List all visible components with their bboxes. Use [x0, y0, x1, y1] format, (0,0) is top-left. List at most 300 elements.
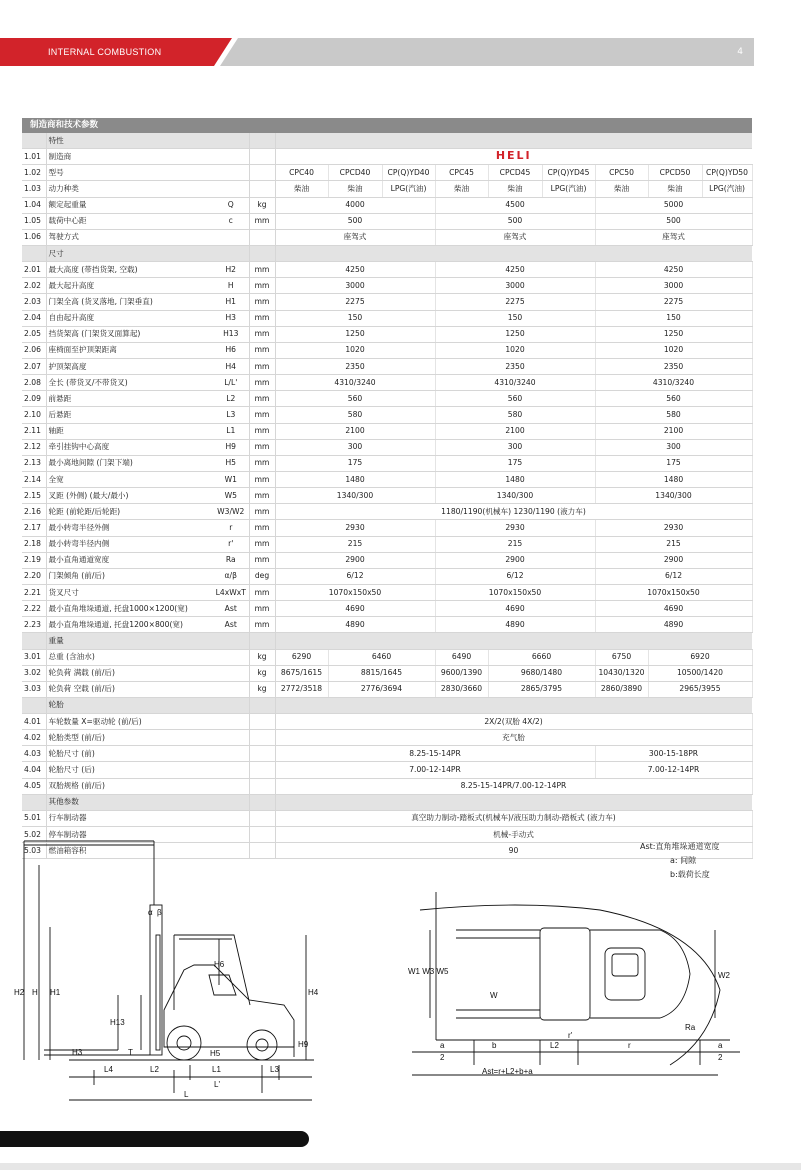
row-symbol: r [213, 520, 249, 536]
diagram-legend [640, 840, 719, 882]
row-label: 自由起升高度 [46, 310, 213, 326]
value-cell: 2350 [275, 358, 435, 374]
legend-b: b:载荷长度 [670, 870, 710, 879]
row-number: 4.05 [22, 778, 46, 794]
value-cell: 1480 [275, 471, 435, 487]
value-cell: 柴油 [648, 181, 702, 197]
value-cell: 6/12 [595, 568, 752, 584]
row-symbol: Ast [213, 601, 249, 617]
label-ra: Ra [685, 1023, 696, 1032]
row-label: 挡货架高 (门架货叉面算起) [46, 326, 213, 342]
value-cell: 500 [435, 213, 595, 229]
spec-row [22, 375, 752, 391]
value-cell: 8.25-15-14PR/7.00-12-14PR [275, 778, 752, 794]
row-unit: mm [249, 617, 275, 633]
value-cell: 6/12 [435, 568, 595, 584]
label-h: H [32, 988, 38, 997]
value-cell: 柴油 [435, 181, 488, 197]
value-cell: 4310/3240 [275, 375, 435, 391]
value-cell: 1020 [275, 342, 435, 358]
row-unit: mm [249, 326, 275, 342]
row-number: 4.01 [22, 714, 46, 730]
row-label: 总重 (含油水) [46, 649, 213, 665]
row-number: 3.02 [22, 665, 46, 681]
row-number: 3.03 [22, 681, 46, 697]
label-h4: H4 [308, 988, 319, 997]
row-symbol: L/L' [213, 375, 249, 391]
label-h5: H5 [210, 1049, 221, 1058]
spec-table [22, 133, 753, 859]
spec-row [22, 310, 752, 326]
row-symbol [213, 665, 249, 681]
value-cell: 柴油 [275, 181, 328, 197]
value-cell: 1480 [595, 471, 752, 487]
row-label: 全宽 [46, 471, 213, 487]
row-number: 4.04 [22, 762, 46, 778]
value-cell: 7.00-12-14PR [275, 762, 595, 778]
spec-row [22, 584, 752, 600]
row-number: 2.02 [22, 278, 46, 294]
value-cell: 150 [435, 310, 595, 326]
spec-row [22, 649, 752, 665]
spec-row [22, 568, 752, 584]
section-row [22, 245, 752, 261]
value-cell: 1020 [595, 342, 752, 358]
value-cell: 150 [595, 310, 752, 326]
value-cell: 215 [275, 536, 435, 552]
row-number: 2.14 [22, 471, 46, 487]
spec-row [22, 391, 752, 407]
row-label: 制造商 [46, 149, 213, 165]
label-two-left: 2 [440, 1053, 445, 1062]
value-cell: 柴油 [488, 181, 542, 197]
value-cell: LPG(汽油) [702, 181, 752, 197]
label-h9: H9 [298, 1040, 309, 1049]
row-symbol [213, 714, 249, 730]
value-cell: 6660 [488, 649, 595, 665]
section-row [22, 633, 752, 649]
row-number [22, 697, 46, 713]
label-h1: H1 [50, 988, 61, 997]
spec-row [22, 746, 752, 762]
row-symbol: Ast [213, 617, 249, 633]
row-number: 1.02 [22, 165, 46, 181]
value-cell: 1070x150x50 [275, 584, 435, 600]
spec-row [22, 407, 752, 423]
value-cell: 4500 [435, 197, 595, 213]
row-number: 2.11 [22, 423, 46, 439]
row-label: 叉距 (外侧) (最大/最小) [46, 488, 213, 504]
row-label: 车轮数量 X=驱动轮 (前/后) [46, 714, 213, 730]
row-symbol: H9 [213, 439, 249, 455]
legend-ast: Ast:直角堆垛通道宽度 [640, 842, 720, 851]
spec-row [22, 762, 752, 778]
page-number: 4 [737, 47, 743, 57]
value-cell: 2275 [435, 294, 595, 310]
row-unit: mm [249, 504, 275, 520]
spec-row [22, 294, 752, 310]
row-number: 1.01 [22, 149, 46, 165]
row-label: 最大高度 (带挡货架, 空载) [46, 262, 213, 278]
row-symbol [213, 181, 249, 197]
value-cell: CPCD50 [648, 165, 702, 181]
value-cell: 真空助力制动-踏板式(机械车)/液压助力制动-踏板式 (液力车) [275, 810, 752, 826]
row-number: 5.02 [22, 827, 46, 843]
value-cell: 6920 [648, 649, 752, 665]
row-number: 2.04 [22, 310, 46, 326]
spec-row [22, 730, 752, 746]
value-cell: 1020 [435, 342, 595, 358]
label-a-left: a [440, 1041, 445, 1050]
value-cell: 10500/1420 [648, 665, 752, 681]
value-cell: 560 [275, 391, 435, 407]
row-unit: mm [249, 407, 275, 423]
value-cell: 2350 [595, 358, 752, 374]
row-label: 燃油箱容积 [46, 843, 213, 859]
row-number: 2.06 [22, 342, 46, 358]
row-symbol [213, 746, 249, 762]
label-w2: W2 [718, 971, 730, 980]
spec-row [22, 262, 752, 278]
row-number: 2.15 [22, 488, 46, 504]
value-cell: CPC50 [595, 165, 648, 181]
row-label: 轮负荷 满载 (前/后) [46, 665, 213, 681]
value-cell: 6/12 [275, 568, 435, 584]
spec-row [22, 455, 752, 471]
row-number: 2.03 [22, 294, 46, 310]
value-cell: 8675/1615 [275, 665, 328, 681]
value-cell: 座驾式 [275, 229, 435, 245]
value-cell: 580 [275, 407, 435, 423]
row-label: 额定起重量 [46, 197, 213, 213]
value-cell: 90 [275, 843, 752, 859]
value-cell: 300-15-18PR [595, 746, 752, 762]
row-label: 门架全高 (货叉落地, 门架垂直) [46, 294, 213, 310]
value-cell: 座驾式 [595, 229, 752, 245]
spec-row [22, 342, 752, 358]
label-l-prime: L' [214, 1080, 220, 1089]
spec-row [22, 552, 752, 568]
value-cell: 1340/300 [435, 488, 595, 504]
row-unit: mm [249, 488, 275, 504]
row-unit: mm [249, 601, 275, 617]
row-unit: mm [249, 391, 275, 407]
row-number [22, 133, 46, 149]
row-number: 2.23 [22, 617, 46, 633]
spec-row [22, 181, 752, 197]
row-unit: mm [249, 375, 275, 391]
value-cell: 充气胎 [275, 730, 752, 746]
row-symbol: H5 [213, 455, 249, 471]
footer-bar [0, 1131, 309, 1147]
value-cell: 10430/1320 [595, 665, 648, 681]
row-unit: kg [249, 197, 275, 213]
row-symbol: W5 [213, 488, 249, 504]
row-symbol: H2 [213, 262, 249, 278]
row-unit: mm [249, 471, 275, 487]
row-label: 行车制动器 [46, 810, 213, 826]
value-cell: 8815/1645 [328, 665, 435, 681]
row-label: 轮胎类型 (前/后) [46, 730, 213, 746]
label-l4: L4 [104, 1065, 113, 1074]
row-number: 2.05 [22, 326, 46, 342]
label-b: b [492, 1041, 497, 1050]
header-title: INTERNAL COMBUSTION [48, 47, 162, 57]
row-label: 轮胎尺寸 (后) [46, 762, 213, 778]
spec-row [22, 601, 752, 617]
row-symbol: r' [213, 536, 249, 552]
row-unit [249, 730, 275, 746]
header-grey-band [220, 38, 754, 66]
spec-row [22, 681, 752, 697]
row-number [22, 245, 46, 261]
spec-row [22, 439, 752, 455]
value-cell: 150 [275, 310, 435, 326]
row-unit: kg [249, 681, 275, 697]
label-h13: H13 [110, 1018, 125, 1027]
value-cell: 2930 [275, 520, 435, 536]
section-label: 尺寸 [46, 245, 213, 261]
legend-a: a: 间隙 [670, 856, 697, 865]
side-view-diagram [14, 835, 344, 1105]
spec-row [22, 358, 752, 374]
row-unit [249, 778, 275, 794]
top-view-diagram [400, 890, 760, 1090]
section-row [22, 697, 752, 713]
row-label: 最小直角通道宽度 [46, 552, 213, 568]
section-label: 特性 [46, 133, 213, 149]
label-a-right: a [718, 1041, 723, 1050]
row-label: 最小离地间隙 (门架下端) [46, 455, 213, 471]
value-cell: 2865/3795 [488, 681, 595, 697]
row-number: 2.09 [22, 391, 46, 407]
value-cell: 6750 [595, 649, 648, 665]
row-label: 最小转弯半径内侧 [46, 536, 213, 552]
label-w: W [490, 991, 498, 1000]
row-unit [249, 714, 275, 730]
row-unit: mm [249, 262, 275, 278]
value-cell: 2930 [595, 520, 752, 536]
row-unit [249, 810, 275, 826]
value-cell: 4890 [595, 617, 752, 633]
row-number: 1.06 [22, 229, 46, 245]
value-cell: 1070x150x50 [595, 584, 752, 600]
row-symbol [213, 681, 249, 697]
value-cell: 300 [275, 439, 435, 455]
row-label: 前悬距 [46, 391, 213, 407]
row-label: 货叉尺寸 [46, 584, 213, 600]
value-cell: 1250 [275, 326, 435, 342]
row-unit [249, 229, 275, 245]
spec-row [22, 536, 752, 552]
row-unit: mm [249, 278, 275, 294]
label-l3: L3 [270, 1065, 279, 1074]
row-label: 动力种类 [46, 181, 213, 197]
value-cell: 500 [595, 213, 752, 229]
row-symbol: L3 [213, 407, 249, 423]
value-cell: 4310/3240 [595, 375, 752, 391]
value-cell: 4890 [275, 617, 435, 633]
row-label: 最小转弯半径外侧 [46, 520, 213, 536]
value-cell: 8.25-15-14PR [275, 746, 595, 762]
row-symbol: L4xWxT [213, 584, 249, 600]
row-unit: mm [249, 439, 275, 455]
row-label: 护顶架高度 [46, 358, 213, 374]
label-r: r [628, 1041, 631, 1050]
row-label: 轮负荷 空载 (前/后) [46, 681, 213, 697]
value-cell: 4690 [435, 601, 595, 617]
row-number: 1.03 [22, 181, 46, 197]
row-number: 1.04 [22, 197, 46, 213]
row-number: 2.08 [22, 375, 46, 391]
row-unit: mm [249, 358, 275, 374]
value-cell: 1250 [435, 326, 595, 342]
row-number [22, 633, 46, 649]
row-label: 牵引挂钩中心高度 [46, 439, 213, 455]
value-cell: 6290 [275, 649, 328, 665]
value-cell: CPCD45 [488, 165, 542, 181]
value-cell: 3000 [275, 278, 435, 294]
row-label: 轴距 [46, 423, 213, 439]
section-label: 其他参数 [46, 794, 213, 810]
row-label: 驾驶方式 [46, 229, 213, 245]
label-h2: H2 [14, 988, 25, 997]
value-cell: 2900 [435, 552, 595, 568]
row-number: 2.22 [22, 601, 46, 617]
label-h3: H3 [72, 1048, 83, 1057]
row-symbol: Ra [213, 552, 249, 568]
value-cell: 2772/3518 [275, 681, 328, 697]
section-label: 轮胎 [46, 697, 213, 713]
brand-logo: HELI [495, 149, 532, 163]
row-symbol: c [213, 213, 249, 229]
value-cell: 215 [435, 536, 595, 552]
value-cell: 3000 [435, 278, 595, 294]
row-unit: mm [249, 584, 275, 600]
bottom-rule [0, 1163, 801, 1170]
row-label: 门架倾角 (前/后) [46, 568, 213, 584]
row-symbol: Q [213, 197, 249, 213]
value-cell: 4250 [275, 262, 435, 278]
value-cell: 500 [275, 213, 435, 229]
value-cell: 300 [595, 439, 752, 455]
row-label: 最小直角堆垛通道, 托盘1000×1200(宽) [46, 601, 213, 617]
value-cell: CP(Q)YD40 [382, 165, 435, 181]
row-symbol: L2 [213, 391, 249, 407]
row-symbol [213, 165, 249, 181]
spec-row [22, 504, 752, 520]
spec-row [22, 617, 752, 633]
label-l: L [184, 1090, 189, 1099]
row-number [22, 794, 46, 810]
spec-row [22, 326, 752, 342]
value-cell: 560 [595, 391, 752, 407]
value-cell: 2900 [275, 552, 435, 568]
row-number: 1.05 [22, 213, 46, 229]
value-cell: 柴油 [328, 181, 382, 197]
value-cell: 柴油 [595, 181, 648, 197]
row-number: 2.17 [22, 520, 46, 536]
spec-row [22, 714, 752, 730]
row-unit [249, 165, 275, 181]
value-cell: 6490 [435, 649, 488, 665]
row-unit: mm [249, 455, 275, 471]
spec-row [22, 810, 752, 826]
spec-row [22, 149, 752, 165]
row-symbol: W3/W2 [213, 504, 249, 520]
value-cell: 2930 [435, 520, 595, 536]
spec-row [22, 423, 752, 439]
row-symbol [213, 730, 249, 746]
row-number: 2.20 [22, 568, 46, 584]
value-cell: 2275 [595, 294, 752, 310]
value-cell: CP(Q)YD45 [542, 165, 595, 181]
row-label: 载荷中心距 [46, 213, 213, 229]
row-label: 型号 [46, 165, 213, 181]
row-unit: mm [249, 342, 275, 358]
value-cell: 5000 [595, 197, 752, 213]
row-unit: mm [249, 294, 275, 310]
spec-row [22, 665, 752, 681]
row-unit: mm [249, 213, 275, 229]
value-cell: 175 [275, 455, 435, 471]
row-symbol [213, 649, 249, 665]
row-symbol [213, 810, 249, 826]
value-cell: 2860/3890 [595, 681, 648, 697]
spec-row [22, 229, 752, 245]
row-unit: mm [249, 423, 275, 439]
value-cell: 560 [435, 391, 595, 407]
value-cell: 1250 [595, 326, 752, 342]
row-number: 2.19 [22, 552, 46, 568]
row-number: 5.03 [22, 843, 46, 859]
value-cell: 2100 [275, 423, 435, 439]
row-number: 2.07 [22, 358, 46, 374]
label-t: T [128, 1048, 133, 1057]
value-cell: 2965/3955 [648, 681, 752, 697]
value-cell: LPG(汽油) [382, 181, 435, 197]
value-cell: 4250 [595, 262, 752, 278]
label-h6: H6 [214, 960, 225, 969]
label-r-prime: r' [568, 1031, 573, 1040]
label-l2: L2 [150, 1065, 159, 1074]
row-unit: kg [249, 665, 275, 681]
label-w1-w3-w5: W1 W3 W5 [408, 967, 449, 976]
value-cell: 3000 [595, 278, 752, 294]
value-cell: 300 [435, 439, 595, 455]
value-cell: 175 [595, 455, 752, 471]
row-unit: kg [249, 649, 275, 665]
value-cell: CPC45 [435, 165, 488, 181]
spec-row [22, 165, 752, 181]
value-cell: 1070x150x50 [435, 584, 595, 600]
row-symbol [213, 229, 249, 245]
value-cell: 175 [435, 455, 595, 471]
row-unit: mm [249, 310, 275, 326]
value-cell: 215 [595, 536, 752, 552]
value-cell: 2275 [275, 294, 435, 310]
label-ast-formula: Ast=r+L2+b+a [482, 1067, 533, 1076]
label-beta: β [157, 908, 162, 917]
spec-table-title: 制造商和技术参数 [22, 118, 752, 133]
row-number: 2.10 [22, 407, 46, 423]
row-symbol: H6 [213, 342, 249, 358]
row-number: 3.01 [22, 649, 46, 665]
row-symbol: H1 [213, 294, 249, 310]
spec-row [22, 488, 752, 504]
row-number: 2.01 [22, 262, 46, 278]
row-number: 5.01 [22, 810, 46, 826]
